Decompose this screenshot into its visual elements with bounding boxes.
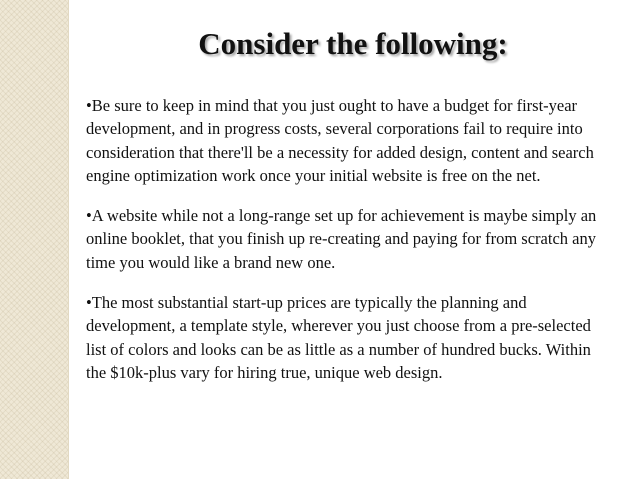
bullet-budget: •Be sure to keep in mind that you just ought to have a budget for first-year development, and in progress costs, several corporations fail to require into consideration that there'll be a necessity for added design, content and search engine optimization work once your initial website is free on the net. — [86, 96, 594, 185]
slide-title: Consider the following: — [198, 26, 508, 61]
decorative-side-strip — [0, 0, 69, 479]
bullet-long-range-plan: •A website while not a long-range set up for achievement is maybe simply an online booklet, that you finish up re-creating and paying for from scratch any time you would like a brand new one. — [86, 206, 597, 272]
bullet-list — [86, 94, 606, 401]
bullet-startup-prices: •The most substantial start-up prices are typically the planning and development, a template style, wherever you just choose from a pre-selected list of colors and looks can be as little as a number of hundred bucks. Within the $10k-plus vary for hiring true, unique web design. — [86, 293, 591, 382]
title-container — [68, 24, 638, 64]
